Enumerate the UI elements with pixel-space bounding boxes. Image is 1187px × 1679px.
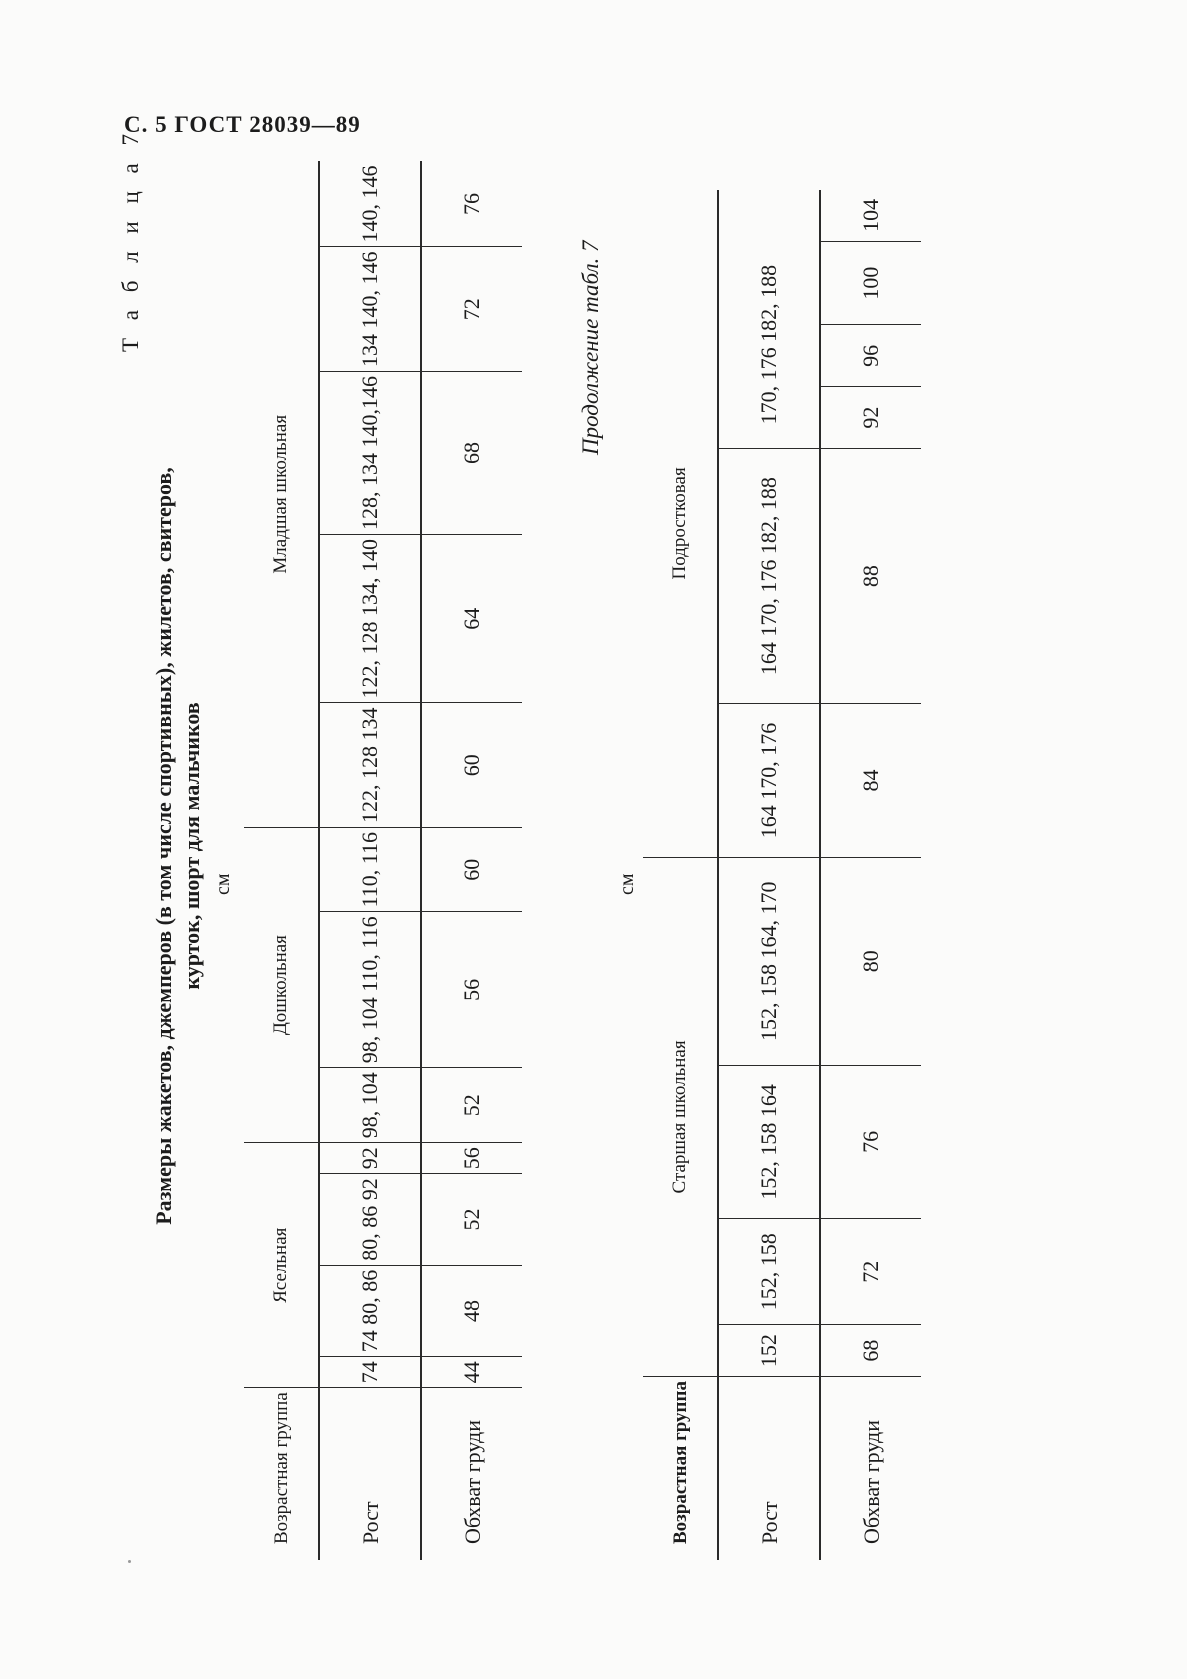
table2-height-cell: 152, 158	[718, 1219, 820, 1325]
table2-chest-cell: 96	[820, 325, 921, 387]
table2-height-row	[718, 190, 820, 1560]
table2-height-cell: 170, 176 182, 188	[718, 241, 820, 448]
table1-height-cell: 134 140, 146	[319, 247, 421, 372]
continuation-label: Продолжение табл. 7	[578, 240, 603, 455]
table1	[244, 162, 522, 1561]
table2-chest-cell: 84	[820, 704, 921, 858]
table-title-line1: Размеры жакетов, джемперов (в том числе спортивных), жилетов, свитеров,	[151, 467, 176, 1225]
table-title	[150, 346, 206, 1346]
table1-height-row	[319, 162, 421, 1561]
table1-chest-cell: 68	[421, 372, 522, 535]
table2-group-podrostkovaya: Подростковая	[643, 190, 718, 857]
table1-height-cell: 98, 104 110, 116	[319, 912, 421, 1068]
page-header: С. 5 ГОСТ 28039—89	[124, 112, 361, 137]
table1-group-doshkolnaya: Дошкольная	[244, 828, 319, 1143]
table1-height-cell: 74 80, 86	[319, 1265, 421, 1357]
table2-chest-cell: 88	[820, 448, 921, 703]
table1-chest-label: Обхват груди	[459, 1420, 485, 1544]
table1-chest-cell: 48	[421, 1265, 522, 1357]
table2-group-starshaya: Старшая школьная	[643, 857, 718, 1376]
unit2-label: см	[616, 873, 638, 895]
table2-height-cell: 164 170, 176	[718, 704, 820, 858]
table1-chest-row	[421, 162, 522, 1561]
table1-chest-cell: 64	[421, 535, 522, 704]
table2-height-cell	[718, 190, 820, 241]
table2-height-cell: 164 170, 176 182, 188	[718, 448, 820, 703]
table1-height-cell: 122, 128 134	[319, 703, 421, 828]
table1-chest-cell: 60	[421, 703, 522, 828]
table2-chest-cell: 80	[820, 857, 921, 1065]
table2-chest-cell: 92	[820, 387, 921, 449]
table2-chest-cell: 100	[820, 241, 921, 325]
table2-height-label: Рост	[756, 1501, 782, 1544]
table1-chest-cell: 60	[421, 828, 522, 912]
table1-height-cell: 110, 116	[319, 828, 421, 912]
table2-chest-cell: 72	[820, 1219, 921, 1325]
table1-chest-cell: 76	[421, 162, 522, 248]
table1-chest-cell: 72	[421, 247, 522, 372]
table1-height-cell: 74	[319, 1357, 421, 1388]
table1-group-mladshaya: Младшая школьная	[244, 162, 319, 828]
table2-chest-cell: 76	[820, 1065, 921, 1219]
table1-group-label: Возрастная группа	[244, 1388, 319, 1560]
table-title-line2: курток, шорт для мальчиков	[179, 702, 204, 990]
table1-chest-cell: 52	[421, 1068, 522, 1143]
table2-group-row	[643, 190, 718, 1560]
table1-height-label: Рост	[357, 1501, 383, 1544]
table1-group-yaselnaya: Ясельная	[244, 1143, 319, 1388]
table1-height-cell: 92	[319, 1143, 421, 1174]
table2-chest-label: Обхват груди	[858, 1420, 884, 1544]
table1-height-cell: 128, 134 140,146	[319, 372, 421, 535]
table2-group-label: Возрастная группа	[643, 1377, 718, 1560]
table2-height-cell: 152, 158 164	[718, 1065, 820, 1219]
table1-group-row	[244, 162, 319, 1561]
table1-height-cell: 122, 128 134, 140	[319, 535, 421, 704]
table-label: Т а б л и ц а 7	[118, 127, 143, 352]
table2-chest-cell: 68	[820, 1325, 921, 1377]
table2-height-cell: 152, 158 164, 170	[718, 857, 820, 1065]
table2	[643, 190, 921, 1560]
table2-height-cell: 152	[718, 1325, 820, 1377]
table2-chest-cell: 104	[820, 190, 921, 241]
table1-chest-cell: 52	[421, 1174, 522, 1266]
scan-dot	[128, 1560, 131, 1563]
table1-chest-cell: 44	[421, 1357, 522, 1388]
table1-wrapper	[244, 162, 522, 1561]
table1-chest-cell: 56	[421, 912, 522, 1068]
table1-height-cell: 140, 146	[319, 162, 421, 248]
table1-height-cell: 98, 104	[319, 1068, 421, 1143]
table1-chest-cell: 56	[421, 1143, 522, 1174]
table1-height-cell: 80, 86 92	[319, 1174, 421, 1266]
table2-wrapper	[643, 190, 921, 1560]
table2-chest-row	[820, 190, 921, 1560]
unit-label: см	[212, 873, 234, 895]
